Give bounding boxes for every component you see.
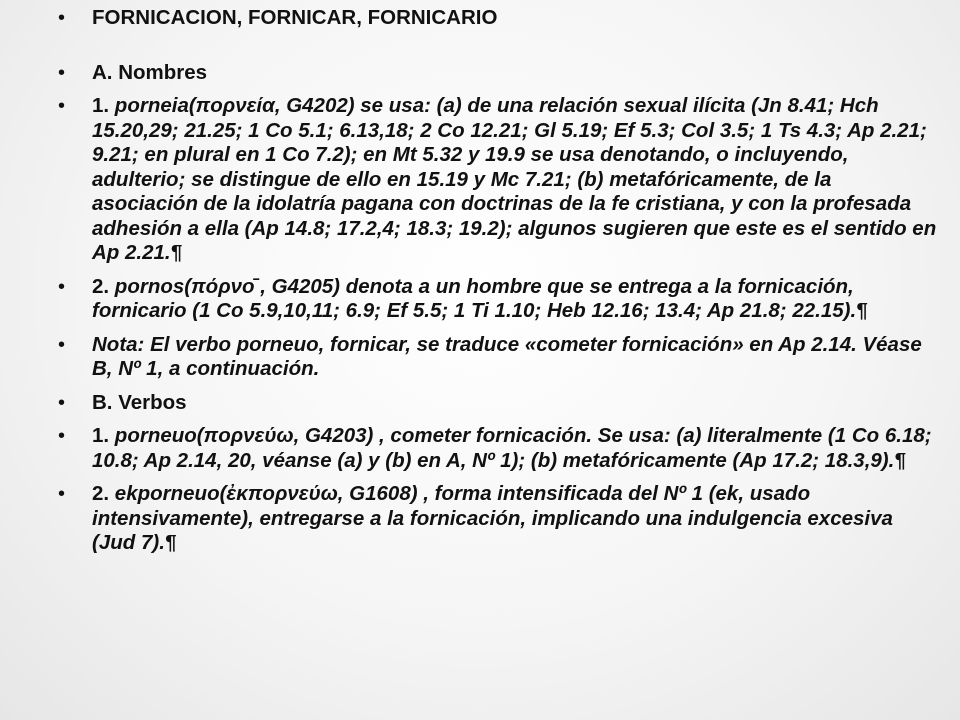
bullet-dot: •	[58, 333, 66, 356]
entry-ekporneuo	[58, 482, 938, 556]
note-bullet	[58, 333, 938, 382]
entry-pornos	[58, 275, 938, 324]
bullet-dot: •	[58, 391, 66, 414]
entry-text: pornos(πόρνο̄ , G4205) denota a un hombre que se entrega a la fornicación, fornicario (1 Co 5.9,10,11; 6.9; Ef 5.5; 1 Ti 1.10; Heb 12.16; 13.4; Ap 21.8; 22.15).¶	[92, 274, 868, 322]
entry-text: ekporneuo(ἐκπορνεύω, G1608) , forma intensificada del Nº 1 (ek, usado intensivamente), entregarse a la fornicación, implicando una indulgencia excesiva (Jud 7).¶	[92, 482, 893, 554]
bullet-dot: •	[58, 7, 66, 29]
entry-text: porneia(πορνεία, G4202) se usa: (a) de una relación sexual ilícita (Jn 8.41; Hch 15.20,29; 21.25; 1 Co 5.1; 6.13,18; 2 Co 12.21; Gl 5.19; Ef 5.3; Col 3.5; 1 Ts 4.3; Ap 2.21; 9.21; en plural en 1 Co 7.2); en Mt 5.32 y 19.9 se usa denotando, o incluyendo, adulterio; se distingue de ello en 15.19 y Mc 7.21; (b) metafóricamente, de la asociación de la idolatría pagana con doctrinas de la fe cristiana, y con la profesada adhesión a ella (Ap 14.8; 17.2,4; 18.3; 19.2); algunos sugieren que este es el sentido en Ap 2.21.¶	[92, 94, 937, 264]
bullet-dot: •	[58, 95, 66, 117]
heading-bullet	[58, 6, 938, 31]
heading-text: FORNICACION, FORNICAR, FORNICARIO	[92, 6, 498, 29]
section-a-title: A. Nombres	[92, 60, 208, 84]
note-text: Nota: El verbo porneuo, fornicar, se traduce «cometer fornicación» en Ap 2.14. Véase B, Nº 1, a continuación.	[92, 332, 922, 380]
entry-number: 2.	[92, 482, 115, 505]
section-a-bullet	[58, 61, 938, 86]
entry-number: 1.	[92, 424, 115, 447]
entry-number: 2.	[92, 274, 115, 298]
bullet-dot: •	[58, 275, 66, 298]
bullet-dot: •	[58, 61, 66, 84]
section-b-bullet	[58, 391, 938, 416]
entry-porneia	[58, 94, 938, 266]
bullet-dot: •	[58, 425, 66, 447]
entry-text: porneuo(πορνεύω, G4203) , cometer fornicación. Se usa: (a) literalmente (1 Co 6.18; 10.8; Ap 2.14, 20, véanse (a) y (b) en A, Nº 1); (b) metafóricamente (Ap 17.2; 18.3,9).¶	[92, 424, 932, 472]
bullet-list	[58, 6, 938, 565]
section-b-title: B. Verbos	[92, 390, 187, 414]
bullet-dot: •	[58, 483, 66, 505]
entry-porneuo	[58, 424, 938, 473]
entry-number: 1.	[92, 94, 115, 117]
